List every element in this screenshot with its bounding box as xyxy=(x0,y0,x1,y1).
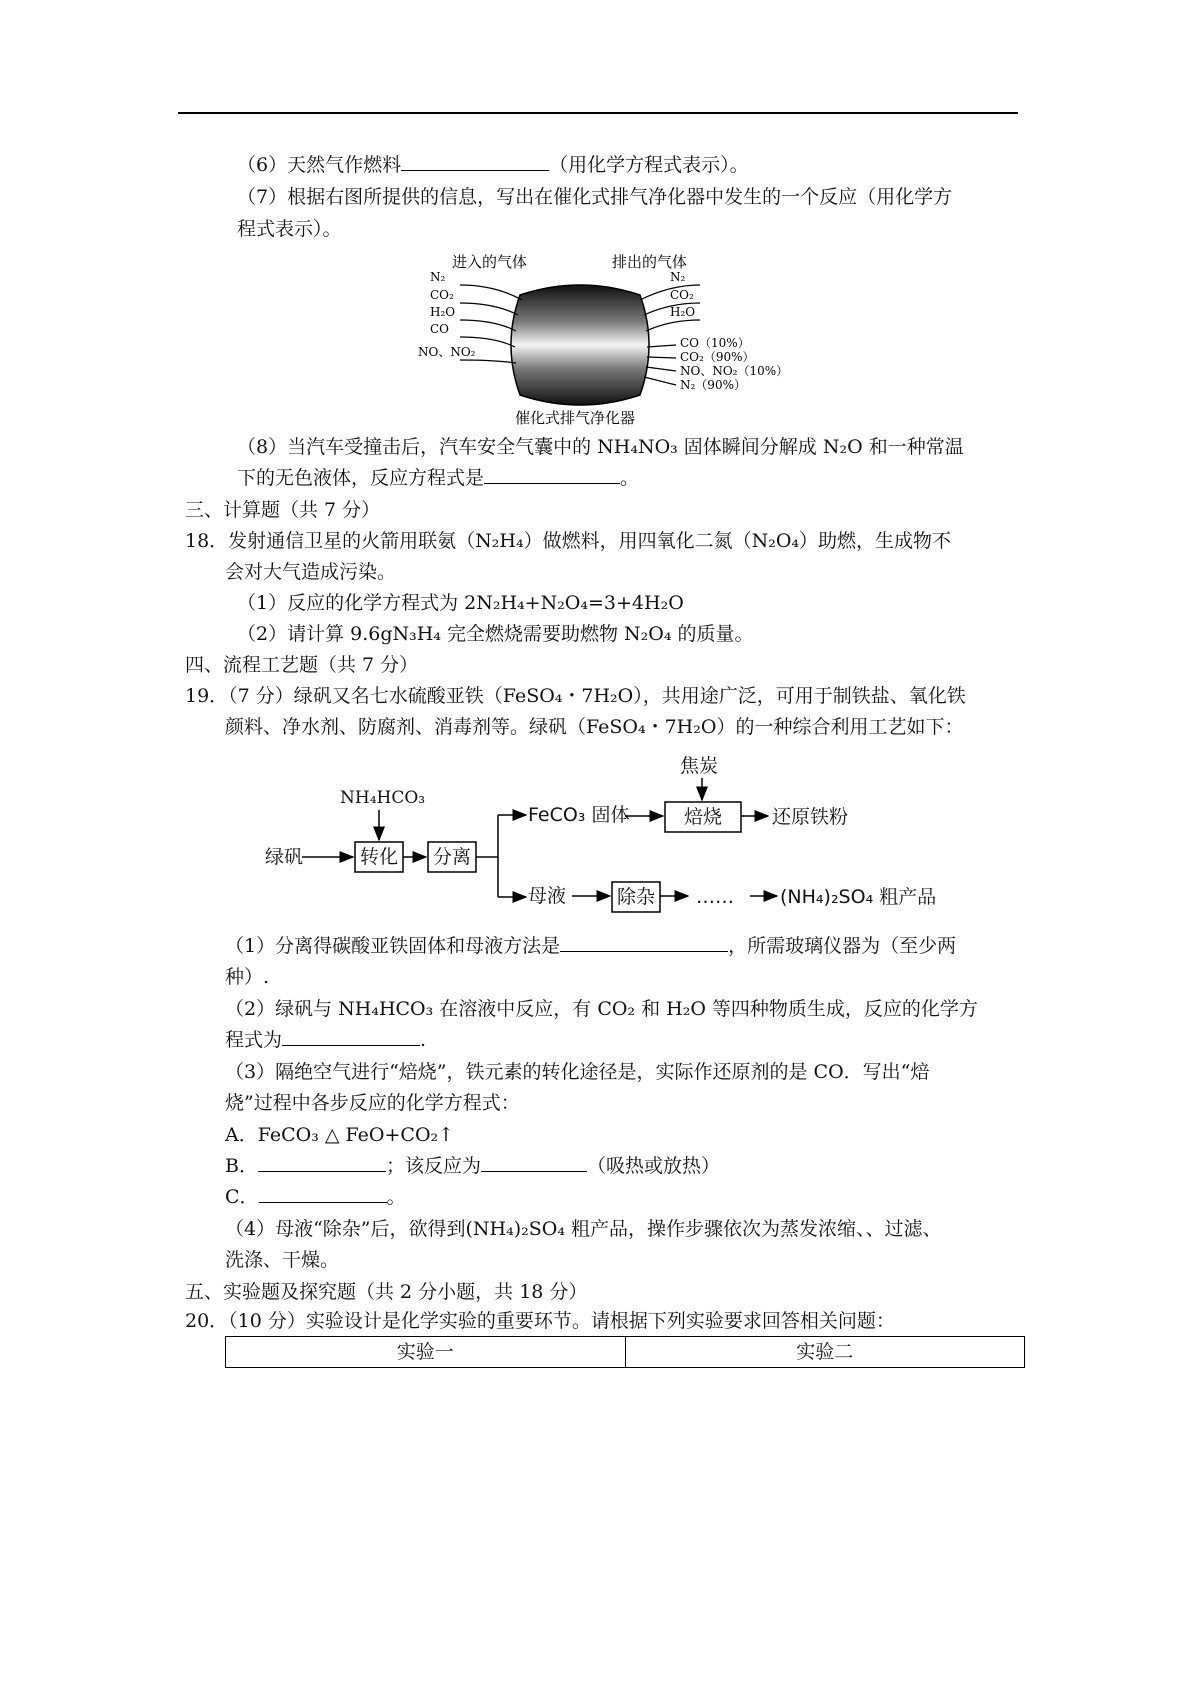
answer-blank[interactable] xyxy=(401,150,549,171)
option-b-prefix: B． xyxy=(225,1155,258,1177)
option-b xyxy=(225,1151,720,1181)
option-b-mid: ；该反应为 xyxy=(385,1155,481,1177)
answer-blank[interactable] xyxy=(484,463,620,484)
outlet-gas: NO、NO₂（10%） xyxy=(680,364,789,378)
option-a: A．FeCO₃ △ FeO+CO₂↑ xyxy=(225,1124,455,1146)
catalytic-converter-figure xyxy=(418,245,830,430)
answer-blank[interactable] xyxy=(282,1025,420,1046)
section-4-heading: 四、流程工艺题（共 7 分） xyxy=(185,654,419,676)
table-header-cell: 实验二 xyxy=(625,1337,1025,1367)
q19-1-suffix: ，所需玻璃仪器为（至少两 xyxy=(728,935,957,957)
step-roast: 焙烧 xyxy=(684,806,723,828)
question-19-1-line2: 种）. xyxy=(225,966,270,988)
question-7-line1: （7）根据右图所提供的信息，写出在催化式排气净化器中发生的一个反应（用化学方 xyxy=(237,186,953,208)
figure-caption: 催化式排气净化器 xyxy=(515,409,636,427)
question-8-line1: （8）当汽车受撞击后，汽车安全气囊中的 NH₄NO₃ 固体瞬间分解成 N₂O 和一种常温 xyxy=(237,436,964,458)
branch-mother-liquor: 母液 xyxy=(528,885,567,907)
inlet-gas: CO₂ xyxy=(430,288,454,302)
q19-2-prefix: 程式为 xyxy=(225,1029,283,1051)
question-7-line2: 程式表示）。 xyxy=(237,218,342,240)
outlet-gas: N₂（90%） xyxy=(680,378,746,392)
reagent-coke: 焦炭 xyxy=(680,755,719,777)
outlet-gas: CO₂（90%） xyxy=(680,350,755,364)
question-19-line1: 19．（7 分）绿矾又名七水硫酸亚铁（FeSO₄・7H₂O），共用途广泛，可用于制铁盐、氧化铁 xyxy=(185,685,966,707)
option-c xyxy=(225,1182,406,1212)
question-19-4-line1: （4）母液“除杂”后，欲得到(NH₄)₂SO₄ 粗产品，操作步骤依次为蒸发浓缩、、过滤、 xyxy=(225,1218,942,1240)
question-19-2-line2 xyxy=(225,1025,426,1055)
section-5-heading: 五、实验题及探究题（共 2 分小题，共 18 分） xyxy=(185,1281,588,1303)
question-19-line2: 颜料、净水剂、防腐剂、消毒剂等。绿矾（FeSO₄・7H₂O）的一种综合利用工艺如下： xyxy=(225,716,964,738)
product-iron-powder: 还原铁粉 xyxy=(772,806,849,828)
q19-2-suffix: . xyxy=(420,1029,427,1051)
section-3-heading: 三、计算题（共 7 分） xyxy=(185,499,381,521)
question-19-1-line1 xyxy=(225,931,956,961)
reagent-nh4hco3: NH₄HCO₃ xyxy=(340,788,426,808)
question-19-4-line2: 洗涤、干燥。 xyxy=(225,1249,340,1271)
process-flow-diagram xyxy=(260,750,960,920)
q6-label: （6）天然气作燃料 xyxy=(237,154,402,176)
start-material: 绿矾 xyxy=(265,846,304,868)
outlet-gas: N₂ xyxy=(670,270,686,284)
answer-blank[interactable] xyxy=(259,1182,387,1203)
inlet-gas: N₂ xyxy=(430,270,446,284)
answer-blank[interactable] xyxy=(560,931,728,952)
q6-suffix: （用化学方程式表示）。 xyxy=(549,154,749,176)
question-18-line1: 18．发射通信卫星的火箭用联氨（N₂H₄）做燃料，用四氧化二氮（N₂O₄）助燃，生成物不 xyxy=(185,530,952,552)
inlet-gas: NO、NO₂ xyxy=(418,345,476,359)
flow-dots: …… xyxy=(696,886,734,908)
question-20: 20．（10 分）实验设计是化学实验的重要环节。请根据下列实验要求回答相关问题： xyxy=(185,1310,895,1332)
inlet-title: 进入的气体 xyxy=(452,253,528,271)
q19-1-prefix: （1）分离得碳酸亚铁固体和母液方法是 xyxy=(225,935,561,957)
question-8-line2 xyxy=(237,463,639,493)
answer-blank[interactable] xyxy=(481,1151,587,1172)
outlet-gas: CO（10%） xyxy=(680,336,750,350)
step-separate: 分离 xyxy=(433,846,472,868)
q8-prefix: 下的无色液体，反应方程式是 xyxy=(237,467,485,489)
step-convert: 转化 xyxy=(360,846,399,868)
option-c-prefix: C． xyxy=(225,1186,259,1208)
experiment-table-header xyxy=(225,1336,1025,1368)
question-18-line2: 会对大气造成污染。 xyxy=(225,561,397,583)
question-19-3-line2: 烧”过程中各步反应的化学方程式： xyxy=(225,1092,520,1114)
option-c-suffix: 。 xyxy=(386,1186,406,1208)
product-ammonium-sulfate: (NH₄)₂SO₄ 粗产品 xyxy=(780,886,937,908)
table-header-cell: 实验一 xyxy=(396,1341,454,1363)
inlet-gas: H₂O xyxy=(430,305,456,319)
converter-body-icon xyxy=(511,285,649,405)
option-b-suffix: （吸热或放热） xyxy=(586,1155,720,1177)
answer-blank[interactable] xyxy=(258,1151,386,1172)
q8-suffix: 。 xyxy=(620,467,640,489)
step-purify: 除杂 xyxy=(617,886,656,908)
inlet-gas: CO xyxy=(430,322,450,336)
header-rule xyxy=(178,112,1018,114)
question-19-3-line1: （3）隔绝空气进行“焙烧”，铁元素的转化途径是，实际作还原剂的是 CO．写出“焙 xyxy=(225,1061,930,1083)
outlet-title: 排出的气体 xyxy=(612,253,688,271)
question-18-part2: （2）请计算 9.6gN₃H₄ 完全燃烧需要助燃物 N₂O₄ 的质量。 xyxy=(237,623,754,645)
question-18-part1: （1）反应的化学方程式为 2N₂H₄+N₂O₄=3+4H₂O xyxy=(237,592,684,614)
outlet-gas: CO₂ xyxy=(670,288,694,302)
question-19-2-line1: （2）绿矾与 NH₄HCO₃ 在溶液中反应，有 CO₂ 和 H₂O 等四种物质生成，反应的化学方 xyxy=(225,998,978,1020)
outlet-gas: H₂O xyxy=(670,305,696,319)
branch-solid: FeCO₃ 固体 xyxy=(528,804,630,826)
question-6 xyxy=(237,150,749,180)
